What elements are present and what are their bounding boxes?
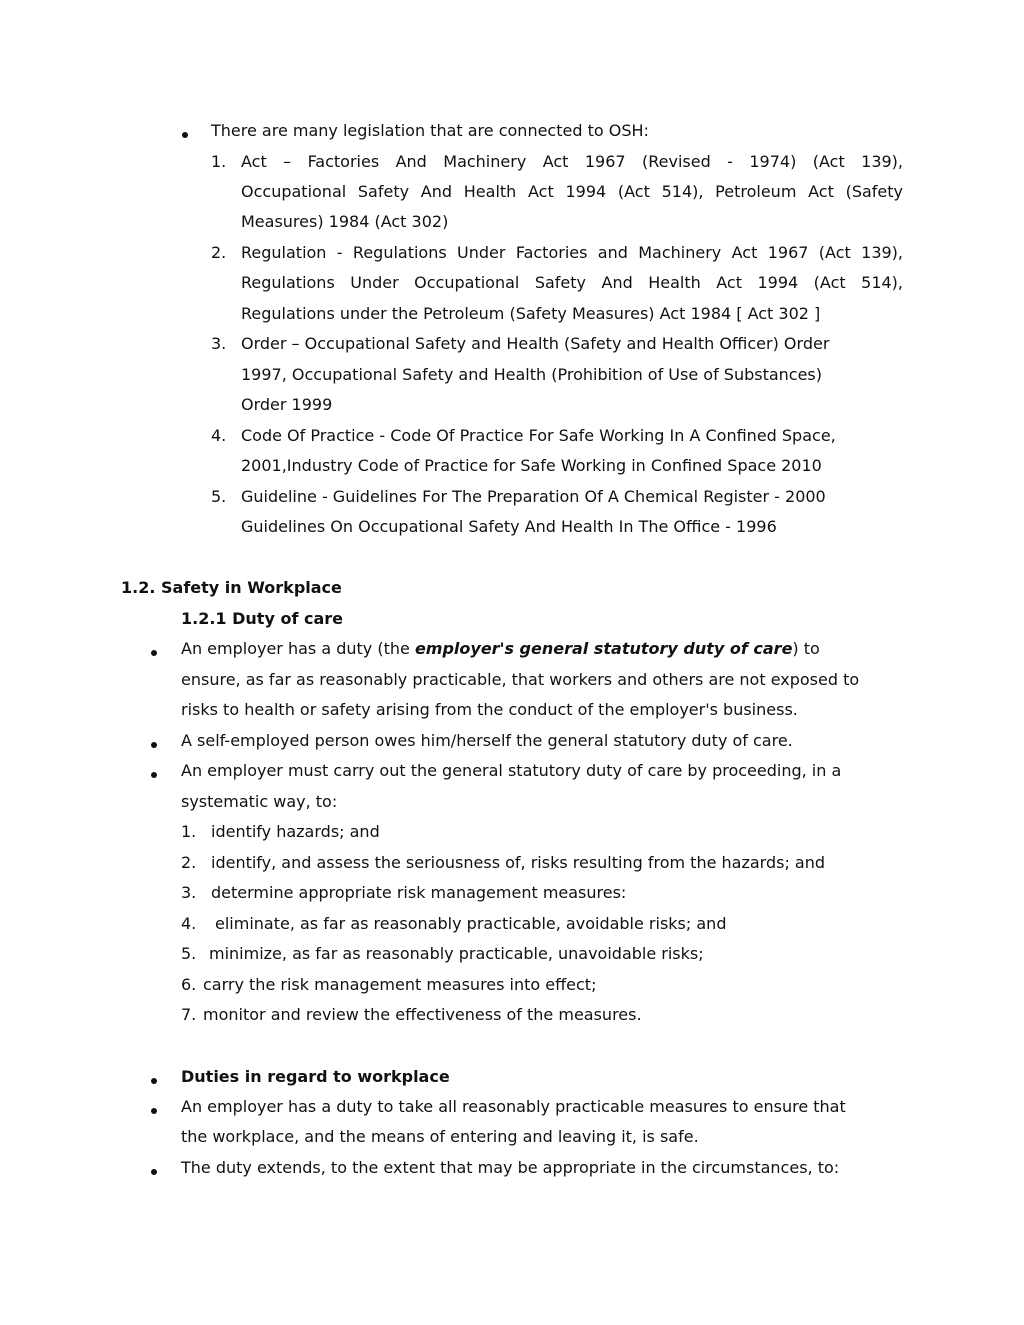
legislation-text: Measures) 1984 (Act 302) <box>241 212 449 231</box>
bullet-icon <box>151 1078 159 1086</box>
bullet-icon <box>151 1169 159 1177</box>
step-number: 1. <box>181 822 197 841</box>
legislation-text: Occupational Safety And Health Act 1994 (Act 514), Petroleum Act (Safety <box>241 182 903 201</box>
intro-text: There are many legislation that are connected to OSH: <box>211 121 649 140</box>
workplace-bullet-text: the workplace, and the means of entering and leaving it, is safe. <box>181 1127 699 1146</box>
workplace-bullet-text: An employer has a duty to take all reasonably practicable measures to ensure that <box>181 1097 846 1116</box>
duty-bullet-text: ensure, as far as reasonably practicable, that workers and others are not exposed to <box>181 670 860 689</box>
step-text: monitor and review the effectiveness of the measures. <box>203 1005 642 1024</box>
legislation-number: 1. <box>211 152 227 171</box>
step-number: 3. <box>181 883 197 902</box>
step-number: 5. <box>181 944 197 963</box>
workplace-heading: Duties in regard to workplace <box>181 1067 450 1086</box>
step-text: carry the risk management measures into effect; <box>203 975 597 994</box>
subsection-heading: 1.2.1 Duty of care <box>181 609 343 628</box>
step-text: minimize, as far as reasonably practicable, unavoidable risks; <box>209 944 704 963</box>
legislation-text: 2001,Industry Code of Practice for Safe Working in Confined Space 2010 <box>241 456 822 475</box>
step-text: eliminate, as far as reasonably practicable, avoidable risks; and <box>215 914 727 933</box>
duty-bullet-text: A self-employed person owes him/herself the general statutory duty of care. <box>181 731 793 750</box>
legislation-text: Order – Occupational Safety and Health (Safety and Health Officer) Order <box>241 334 830 353</box>
bullet-icon <box>151 1108 159 1116</box>
step-number: 4. <box>181 914 197 933</box>
duty-text-pre: An employer has a duty (the <box>181 639 415 658</box>
duty-text-post: ) to <box>792 639 820 658</box>
step-number: 6. <box>181 975 197 994</box>
step-text: identify, and assess the seriousness of, risks resulting from the hazards; and <box>211 853 826 872</box>
legislation-text: Regulation - Regulations Under Factories and Machinery Act 1967 (Act 139), <box>241 243 903 262</box>
legislation-number: 3. <box>211 334 227 353</box>
legislation-text: Guideline - Guidelines For The Preparation Of A Chemical Register - 2000 <box>241 487 826 506</box>
duty-bullet-text <box>181 639 820 659</box>
legislation-text: 1997, Occupational Safety and Health (Prohibition of Use of Substances) <box>241 365 823 384</box>
duty-bullet-text: risks to health or safety arising from the conduct of the employer's business. <box>181 700 798 719</box>
bullet-icon <box>182 132 190 140</box>
bullet-icon <box>151 772 159 780</box>
workplace-bullet-text: The duty extends, to the extent that may be appropriate in the circumstances, to: <box>181 1158 840 1177</box>
duty-bullet-text: systematic way, to: <box>181 792 338 811</box>
step-text: determine appropriate risk management measures: <box>211 883 627 902</box>
legislation-number: 2. <box>211 243 227 262</box>
step-number: 2. <box>181 853 197 872</box>
duty-emphasis: employer's general statutory duty of care <box>414 639 793 658</box>
legislation-number: 4. <box>211 426 227 445</box>
legislation-text: Act – Factories And Machinery Act 1967 (Revised - 1974) (Act 139), <box>241 152 903 171</box>
legislation-text: Guidelines On Occupational Safety And Health In The Office - 1996 <box>241 517 777 536</box>
bullet-icon <box>151 742 159 750</box>
legislation-text: Regulations Under Occupational Safety And Health Act 1994 (Act 514), <box>241 273 903 292</box>
legislation-text: Code Of Practice - Code Of Practice For Safe Working In A Confined Space, <box>241 426 836 445</box>
legislation-number: 5. <box>211 487 227 506</box>
bullet-icon <box>151 650 159 658</box>
step-number: 7. <box>181 1005 197 1024</box>
step-text: identify hazards; and <box>211 822 380 841</box>
duty-bullet-text: An employer must carry out the general statutory duty of care by proceeding, in a <box>181 761 842 780</box>
legislation-text: Regulations under the Petroleum (Safety Measures) Act 1984 [ Act 302 ] <box>241 304 821 323</box>
section-heading: 1.2. Safety in Workplace <box>121 578 342 597</box>
legislation-text: Order 1999 <box>241 395 333 414</box>
